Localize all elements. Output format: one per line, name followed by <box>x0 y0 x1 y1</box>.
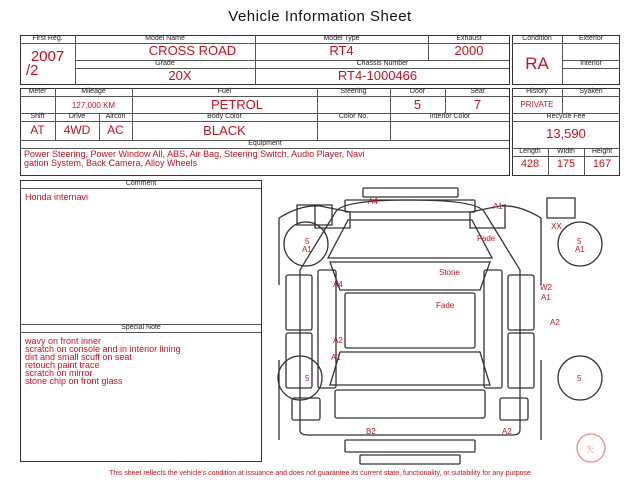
height-label: Height <box>591 148 613 155</box>
grade-value: 20X <box>168 68 192 83</box>
comment-panel <box>20 180 262 462</box>
interior-label: Interior <box>580 60 602 67</box>
syaken-label: Syaken <box>579 88 603 95</box>
special-note-line: dirt and small scuff on seat <box>25 352 132 362</box>
height-value: 167 <box>592 158 612 170</box>
width-value: 175 <box>556 158 576 170</box>
mark-roof: Fade <box>436 301 455 310</box>
mark-rear-right-wheel: 5 <box>577 374 582 383</box>
car-damage-diagram <box>268 180 620 470</box>
shift-label: Shift <box>30 113 45 120</box>
length-label: Length <box>519 148 541 155</box>
recycle-fee-label: Recycle Fee <box>546 113 586 120</box>
equipment-label: Equipment <box>248 140 282 147</box>
length-value: 428 <box>520 158 540 170</box>
mileage-label: Mileage <box>81 88 106 95</box>
exterior-label: Exterior <box>578 35 604 42</box>
mark-front-right-wheel: 5 <box>577 237 582 246</box>
exhaust-label: Exhaust <box>456 35 482 42</box>
page-title: Vehicle Information Sheet <box>228 8 412 25</box>
chassis-number-label: Chassis Number <box>356 60 409 67</box>
model-type-label: Model Type <box>323 35 360 42</box>
mark-hood: A1 <box>493 202 503 211</box>
mark-left-front-door: A4 <box>333 280 343 289</box>
equipment-value-line2: gation System, Back Camera, Alloy Wheels <box>24 158 198 168</box>
mark-front-left-wheel: 5 <box>305 237 310 246</box>
mark-front-right-corner: XX <box>551 222 562 231</box>
mark-rear-left-wheel: 5 <box>305 374 310 383</box>
footer-disclaimer: This sheet reflects the vehicle's condition at issuance and does not guarantee its current state, functionality, or suitability for any purpose <box>109 470 531 477</box>
fuel-value: PETROL <box>210 97 263 112</box>
color-no-label: Color No. <box>338 113 369 120</box>
special-note-line: scratch on mirror <box>25 368 93 378</box>
mark-front-left-fender: A1 <box>302 245 312 254</box>
mark-front-right-fender: A1 <box>575 245 585 254</box>
chassis-number-value: RT4-1000466 <box>337 68 418 83</box>
mark-rear-right-bumper: A2 <box>502 427 512 436</box>
first-reg-label: First Reg. <box>32 35 63 42</box>
mark-right-front-door-2: A1 <box>541 293 551 302</box>
mark-right-rear-door: A2 <box>550 318 560 327</box>
interior-color-label: Interior Color <box>429 113 471 120</box>
model-name-label: Model Name <box>145 35 185 42</box>
steering-label: Steering <box>340 88 367 95</box>
mileage-value: 127,000 KM <box>71 101 116 110</box>
aircon-label: Aircon <box>105 113 126 120</box>
door-label: Door <box>409 88 426 95</box>
mark-rear-left-bumper: B2 <box>366 427 376 436</box>
history-label: History <box>526 88 548 95</box>
mark-left-rear-quarter: A1 <box>331 353 341 362</box>
stamp-mark: 矢 <box>586 445 594 454</box>
special-note-line: wavy on front inner <box>25 336 102 346</box>
comment-label: Comment <box>125 180 157 187</box>
condition-value: RA <box>525 54 549 73</box>
first-reg-month: /2 <box>26 62 39 79</box>
fuel-label: Fuel <box>217 88 232 95</box>
grade-label: Grade <box>155 60 175 67</box>
door-value: 5 <box>413 97 422 112</box>
special-note-line: stone chip on front glass <box>25 376 123 386</box>
width-label: Width <box>557 148 575 155</box>
body-color-value: BLACK <box>203 123 246 138</box>
history-value: PRIVATE <box>520 100 554 109</box>
body-color-label: Body Color <box>207 113 242 120</box>
special-note-label: Special Note <box>121 324 161 331</box>
special-note-line: scratch on console and in interior lining <box>25 344 181 354</box>
model-name-value: CROSS ROAD <box>148 43 237 58</box>
recycle-fee-value: 13,590 <box>546 126 586 141</box>
drive-label: Drive <box>68 113 86 120</box>
comment-line: Honda internavi <box>25 192 89 202</box>
model-type-value: RT4 <box>329 43 354 58</box>
aircon-value: AC <box>107 123 124 137</box>
mark-hood-fade: Fade <box>477 234 496 243</box>
shift-value: AT <box>30 123 45 137</box>
seat-value: 7 <box>473 97 482 112</box>
exhaust-value: 2000 <box>454 43 484 58</box>
seat-label: Seat <box>470 88 485 95</box>
first-reg-year: 2007 <box>30 48 65 65</box>
mark-right-front-door-1: W2 <box>540 283 552 292</box>
mark-front-bumper: A4 <box>368 197 378 206</box>
condition-label: Condition <box>522 35 552 42</box>
drive-value: 4WD <box>63 123 91 137</box>
equipment-value-line1: Power Steering, Power Window All, ABS, Air Bag, Steering Switch, Audio Player, Navi <box>24 149 365 159</box>
meter-label: Meter <box>28 88 47 95</box>
mark-windshield: Stone <box>439 268 460 277</box>
mark-left-rear-door: A2 <box>333 336 343 345</box>
special-note-line: retouch paint trace <box>25 360 100 370</box>
